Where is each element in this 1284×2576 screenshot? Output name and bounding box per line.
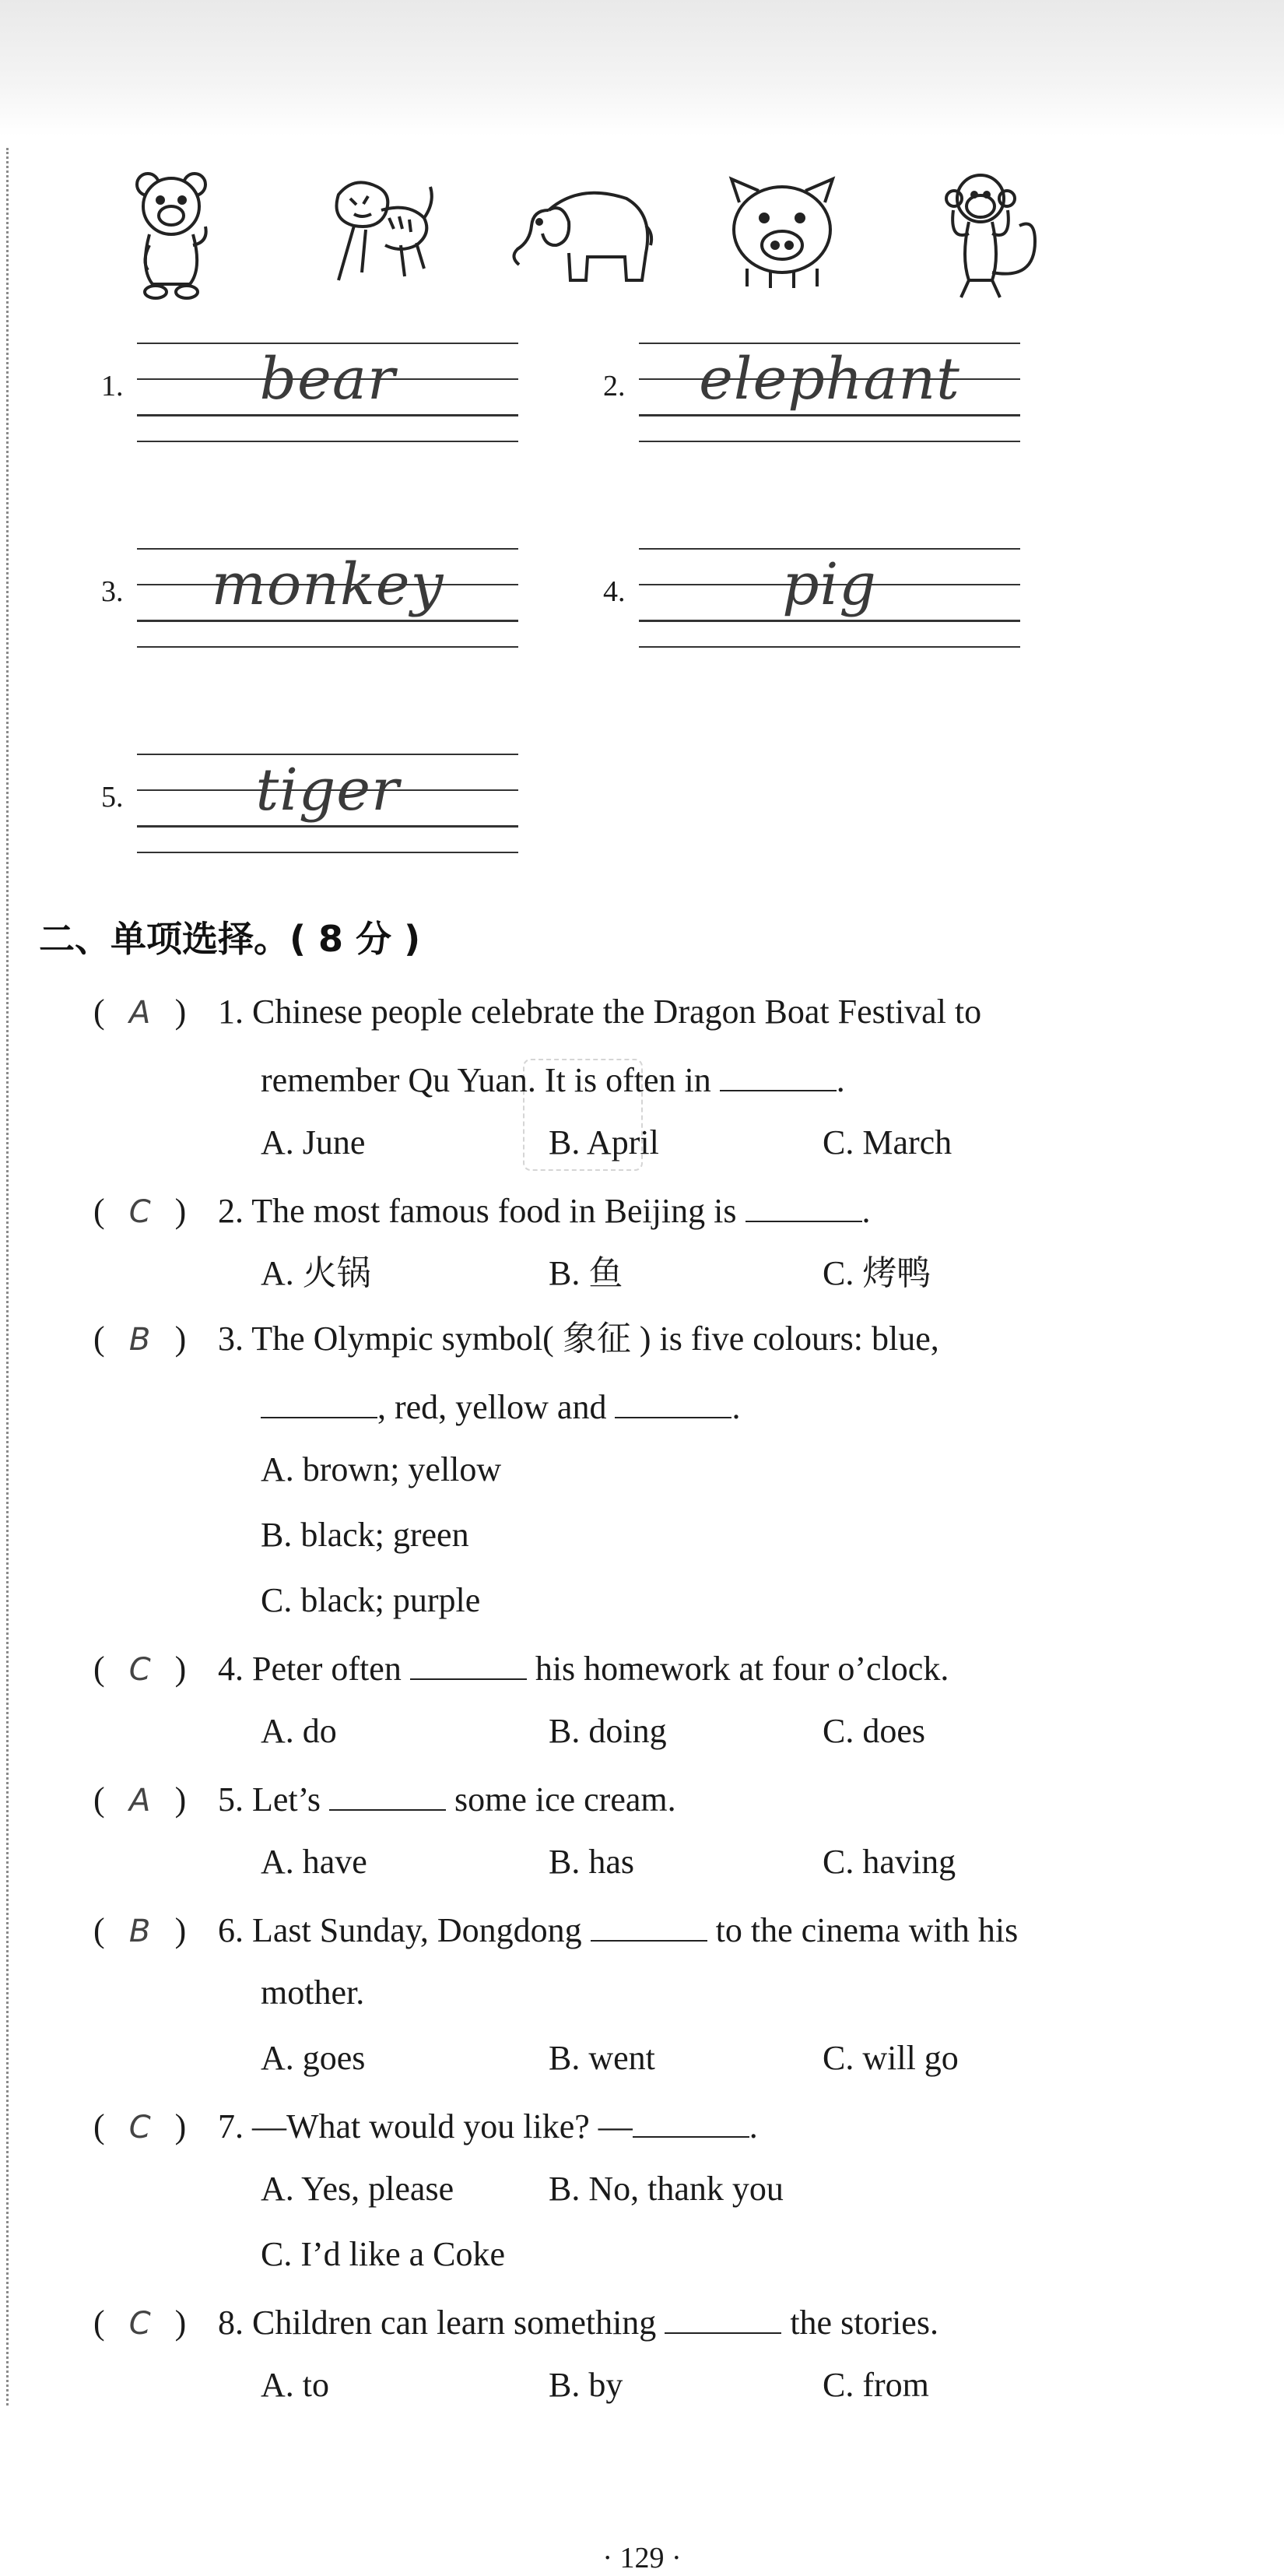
answer-mark: B (128, 1914, 151, 1949)
answer-mark: C (128, 1652, 151, 1688)
question-1: ( A ) 1. Chinese people celebrate the Dragon Boat Festival to (93, 993, 982, 1031)
option-a: A. goes (261, 2039, 366, 2077)
handwritten-answer: monkey (211, 551, 444, 618)
answer-mark: C (128, 2110, 151, 2145)
handwritten-answer: tiger (255, 757, 400, 824)
row-number: 5. (101, 781, 124, 814)
option-b: B. went (549, 2039, 655, 2077)
option-a: A. 火锅 (261, 1254, 371, 1292)
option-c: C. having (823, 1843, 956, 1881)
row-number: 3. (101, 575, 124, 608)
option-a: A. Yes, please (261, 2170, 454, 2208)
answer-mark: B (128, 1322, 151, 1358)
answer-blank (633, 2107, 749, 2138)
answer-mark: C (128, 2306, 151, 2342)
tiger-icon (307, 171, 440, 296)
answer-blank (591, 1910, 707, 1942)
answer-blank (665, 2303, 781, 2334)
question-2: ( C ) 2. The most famous food in Beijing is . (93, 1192, 871, 1230)
option-c: C. will go (823, 2039, 959, 2077)
option-c: C. does (823, 1712, 925, 1750)
scan-shadow (0, 0, 1284, 136)
handwritten-answer: pig (782, 551, 877, 618)
elephant-icon (502, 179, 658, 288)
option-a: A. do (261, 1712, 337, 1750)
writing-row-5 (101, 744, 615, 853)
answer-blank (720, 1060, 837, 1091)
answer-blank (410, 1649, 527, 1680)
row-number: 4. (603, 575, 626, 608)
option-c: C. March (823, 1123, 952, 1161)
row-number: 1. (101, 370, 124, 402)
handwritten-answer: elephant (699, 346, 960, 413)
option-b: B. by (549, 2366, 623, 2404)
option-b: B. 鱼 (549, 1254, 623, 1292)
page-number: · 129 · (602, 2542, 682, 2574)
option-c: C. 烤鸭 (823, 1254, 931, 1292)
bear-icon (125, 167, 218, 304)
writing-row-2 (603, 333, 1117, 442)
question-6: ( B ) 6. Last Sunday, Dongdong to the cinema with his (93, 1911, 1019, 1949)
writing-row-3 (101, 539, 615, 648)
answer-blank (261, 1387, 377, 1418)
option-b: B. April (549, 1123, 659, 1161)
question-3-line2: , red, yellow and . (261, 1387, 740, 1425)
writing-row-1 (101, 333, 615, 442)
question-6-line2: mother. (261, 1973, 365, 2012)
answer-blank (329, 1780, 446, 1811)
question-text: Chinese people celebrate the Dragon Boat Festival to (252, 993, 982, 1031)
option-a: A. have (261, 1843, 367, 1881)
question-1-line2: remember Qu Yuan. It is often in . (261, 1061, 845, 1099)
option-b: B. has (549, 1843, 634, 1881)
row-number: 2. (603, 370, 626, 402)
option-b: B. black; green (261, 1516, 469, 1554)
question-4: ( C ) 4. Peter often his homework at four o’clock. (93, 1650, 949, 1688)
answer-blank (615, 1387, 731, 1418)
answer-blank (745, 1191, 862, 1222)
handwritten-answer: bear (259, 346, 396, 413)
option-c: C. from (823, 2366, 929, 2404)
option-b: B. doing (549, 1712, 667, 1750)
pig-icon (724, 171, 840, 292)
answer-mark: C (128, 1194, 151, 1230)
question-3: ( B ) 3. The Olympic symbol( 象征 ) is five colours: blue, (93, 1320, 939, 1358)
option-c: C. black; purple (261, 1581, 481, 1619)
option-a: A. brown; yellow (261, 1450, 502, 1488)
question-text: The Olympic symbol( 象征 ) is five colours: blue, (251, 1320, 939, 1358)
answer-mark: A (128, 1783, 151, 1819)
writing-row-4 (603, 539, 1117, 648)
monkey-icon (934, 163, 1051, 304)
question-5: ( A ) 5. Let’s some ice cream. (93, 1780, 676, 1819)
option-a: A. to (261, 2366, 329, 2404)
option-b: B. No, thank you (549, 2170, 784, 2208)
question-7: ( C ) 7. —What would you like? — . (93, 2107, 758, 2145)
binding-dotted-line (6, 148, 9, 2406)
section-title: 二、单项选择。( 8 分 ) (39, 918, 421, 960)
option-a: A. June (261, 1123, 366, 1161)
answer-mark: A (128, 995, 151, 1031)
question-8: ( C ) 8. Children can learn something the stories. (93, 2304, 938, 2342)
option-c: C. I’d like a Coke (261, 2235, 506, 2273)
